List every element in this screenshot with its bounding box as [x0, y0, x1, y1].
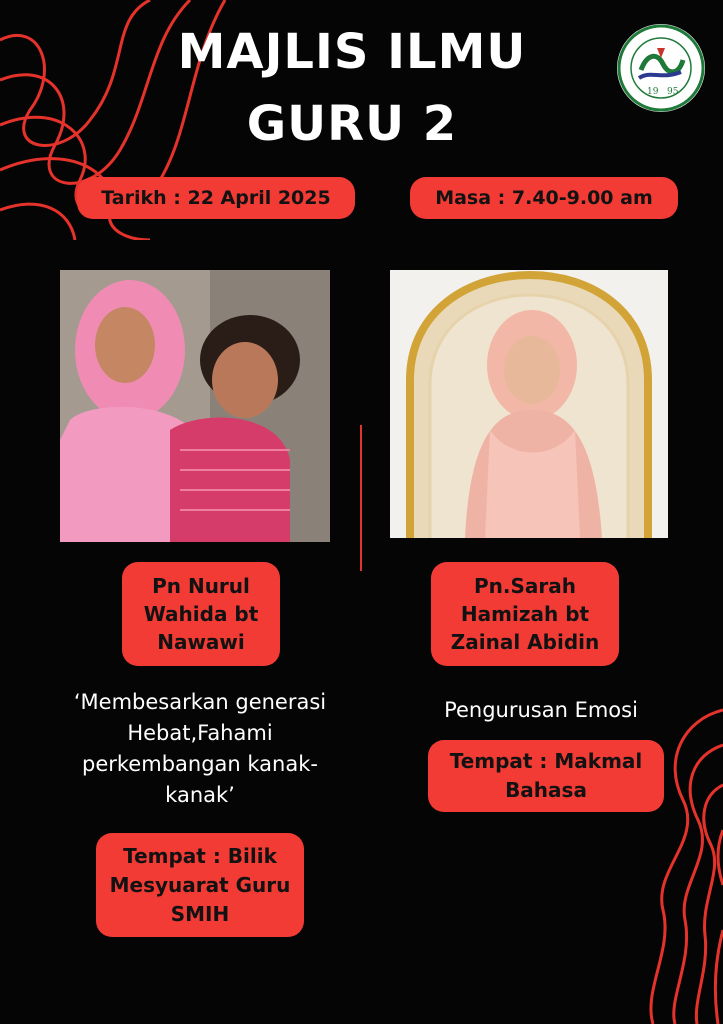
event-title-line-1: MAJLIS ILMU: [177, 24, 527, 80]
speaker-2-photo: [390, 270, 668, 538]
speaker-2-venue-badge: Tempat : Makmal Bahasa: [428, 740, 664, 812]
speaker-1-name-badge: Pn Nurul Wahida bt Nawawi: [122, 562, 280, 666]
column-divider: [360, 425, 362, 571]
school-logo: [617, 24, 705, 112]
svg-text:95: 95: [667, 87, 679, 97]
event-title-line-2: GURU 2: [246, 96, 458, 152]
speaker-2-name-badge: Pn.Sarah Hamizah bt Zainal Abidin: [431, 562, 619, 666]
speaker-1-photo: [60, 270, 330, 542]
speaker-1-venue-badge: Tempat : Bilik Mesyuarat Guru SMIH: [96, 833, 304, 937]
speaker-2-topic: Pengurusan Emosi: [444, 698, 638, 722]
svg-text:19: 19: [647, 87, 659, 97]
date-badge: Tarikh : 22 April 2025: [77, 177, 355, 219]
time-badge: Masa : 7.40-9.00 am: [410, 177, 678, 219]
speaker-1-topic: ‘Membesarkan generasi Hebat,Fahami perkembangan kanak- kanak’: [73, 690, 327, 808]
